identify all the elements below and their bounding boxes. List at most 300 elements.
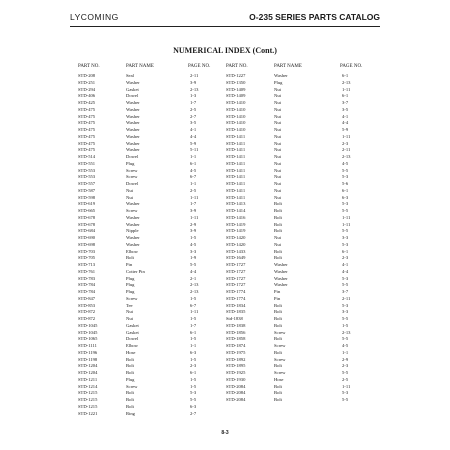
part-name-cell: Bolt — [274, 214, 282, 220]
part-no-cell: STD-678 — [78, 214, 96, 220]
col-part-name-right: PART NAME — [274, 64, 302, 69]
part-no-cell: STD-1410 — [226, 120, 246, 126]
page-no-cell: 1-5 — [190, 235, 197, 240]
page-no-cell: 6-7 — [190, 302, 197, 308]
part-no-cell: STD-1411 — [226, 181, 246, 186]
part-no-cell: STD-783 — [78, 275, 96, 281]
part-no-cell: STD-1410 — [226, 100, 246, 105]
part-name-cell: Washer — [126, 127, 140, 132]
page-no-cell: 1-5 — [190, 336, 197, 342]
part-no-cell: STD-598 — [78, 194, 96, 200]
part-no-cell: STD-684 — [78, 228, 96, 234]
page-no-cell: 1-11 — [342, 221, 351, 227]
part-name-cell: Washer — [274, 275, 288, 281]
part-no-cell: STD-1835 — [226, 309, 246, 315]
part-name-cell: Gasket — [126, 322, 139, 328]
col-part-no-left: PART NO. — [78, 64, 100, 69]
part-no-cell: STD-1727 — [226, 268, 246, 274]
part-name-cell: Nut — [274, 113, 281, 119]
part-name-cell: Bolt — [274, 309, 282, 315]
part-name-cell: Gasket — [126, 86, 139, 92]
page-no-cell: 6-1 — [190, 329, 197, 335]
page-no-cell: 3-9 — [190, 228, 197, 234]
part-no-cell: STD-2084 — [226, 397, 246, 402]
page-no-cell: 2-9 — [342, 356, 349, 362]
part-name-cell: Bolt — [274, 201, 282, 207]
part-name-cell: Bolt — [274, 228, 282, 234]
part-no-cell: STD-406 — [78, 93, 96, 99]
page-no-cell: 4-1 — [190, 127, 197, 132]
page-no-cell: 3-9 — [190, 79, 197, 85]
part-name-cell: Bolt — [126, 356, 134, 362]
part-no-cell: STD-1198 — [78, 356, 98, 362]
page-no-cell: 5-5 — [190, 397, 197, 402]
page-no-cell: 5-5 — [342, 282, 349, 288]
part-name-cell: Plug — [126, 289, 135, 294]
page-no-cell: 2-13 — [190, 289, 199, 294]
part-name-cell: Nut — [274, 194, 281, 200]
part-no-cell: STD-1874 — [226, 343, 246, 348]
part-no-cell: Std-1838 — [226, 316, 243, 321]
page-no-cell: 1-3 — [190, 93, 197, 99]
part-no-cell: STD-1411 — [226, 133, 246, 139]
part-no-cell: STD-1204 — [78, 363, 98, 369]
page-no-cell: 1-5 — [190, 295, 197, 301]
part-name-cell: Washer — [126, 201, 140, 207]
part-name-cell: Nut — [126, 316, 133, 321]
part-no-cell: STD-698 — [78, 241, 96, 247]
part-name-cell: Washer — [274, 282, 288, 288]
part-no-cell: STD-294 — [78, 86, 96, 92]
part-no-cell: STD-551 — [78, 160, 96, 166]
part-no-cell: STD-475 — [78, 120, 96, 126]
page-no-cell: 4-5 — [190, 241, 197, 247]
part-name-cell: Screw — [126, 295, 138, 301]
part-no-cell: STD-1838 — [226, 322, 246, 328]
page-no-cell: 1-5 — [190, 376, 197, 382]
part-name-cell: Bolt — [126, 403, 134, 409]
part-no-cell: STD-1411 — [226, 160, 246, 166]
page-no-cell: 3-7 — [342, 289, 349, 294]
part-name-cell: Nut — [274, 160, 281, 166]
page-no-cell: 1-11 — [342, 214, 351, 220]
part-no-cell: STD-557 — [78, 181, 96, 186]
part-no-cell: STD-1411 — [226, 140, 246, 146]
part-no-cell: STD-475 — [78, 140, 96, 146]
part-name-cell: Screw — [126, 167, 138, 173]
part-no-cell: STD-1350 — [226, 79, 246, 85]
page-no-cell: 5-5 — [342, 228, 349, 234]
page-no-cell: 2-11 — [342, 147, 351, 153]
part-name-cell: Nut — [274, 235, 281, 240]
part-no-cell: STD-1834 — [226, 302, 246, 308]
part-no-cell: STD-1215 — [78, 403, 98, 409]
page-no-cell: 4-4 — [190, 133, 197, 139]
page-no-cell: 1-11 — [342, 86, 351, 92]
part-no-cell: STD-553 — [78, 167, 96, 173]
part-name-cell: Dowel — [126, 93, 139, 99]
page-no-cell: 5-9 — [190, 140, 197, 146]
page-no-cell: 6-1 — [190, 370, 197, 375]
page-no-cell: 4-1 — [342, 113, 349, 119]
part-name-cell: Dowel — [126, 154, 139, 159]
part-name-cell: Bolt — [274, 255, 282, 261]
part-no-cell: STD-1411 — [226, 154, 246, 159]
page-no-cell: 6-3 — [190, 403, 197, 409]
part-name-cell: Bolt — [126, 397, 134, 402]
part-name-cell: Nut — [274, 154, 281, 159]
part-name-cell: Bolt — [274, 302, 282, 308]
part-no-cell: STD-1975 — [226, 349, 246, 355]
part-no-cell: STD-2084 — [226, 383, 246, 389]
part-no-cell: STD-1420 — [226, 235, 246, 240]
page-no-cell: 2-13 — [190, 86, 199, 92]
part-no-cell: STD-1649 — [226, 255, 246, 261]
part-no-cell: STD-1419 — [226, 221, 246, 227]
part-no-cell: STD-619 — [78, 201, 96, 207]
part-no-cell: STD-665 — [78, 208, 96, 213]
part-name-cell: Washer — [126, 106, 140, 112]
page-no-cell: 5-5 — [342, 397, 349, 402]
page-no-cell: 5-5 — [342, 208, 349, 213]
part-no-cell: STD-872 — [78, 309, 96, 315]
page-no-cell: 4-5 — [342, 160, 349, 166]
part-no-cell: STD-1410 — [226, 127, 246, 132]
part-name-cell: Hose — [274, 376, 284, 382]
part-name-cell: Bolt — [126, 370, 134, 375]
part-no-cell: STD-208 — [78, 73, 96, 78]
part-name-cell: Washer — [126, 79, 140, 85]
part-name-cell: Bolt — [126, 255, 134, 261]
part-no-cell: STD-1411 — [226, 147, 246, 153]
part-no-cell: STD-1413 — [226, 201, 246, 207]
part-name-cell: Screw — [126, 208, 138, 213]
page-no-cell: 3-9 — [190, 208, 197, 213]
part-name-cell: Elbow — [126, 248, 138, 254]
part-no-cell: STD-1227 — [226, 73, 246, 78]
col-page-no-right: PAGE NO. — [340, 64, 363, 69]
part-no-cell: STD-425 — [78, 100, 96, 105]
page-no-cell: 5-5 — [342, 316, 349, 321]
page-no-cell: 2-3 — [342, 255, 349, 261]
part-name-cell: Nut — [274, 187, 281, 193]
part-name-cell: Nut — [126, 187, 133, 193]
part-name-cell: Washer — [126, 235, 140, 240]
page-no-cell: 1-7 — [190, 201, 197, 207]
page-no-cell: 1-11 — [342, 133, 351, 139]
part-name-cell: Screw — [126, 174, 138, 180]
part-no-cell: STD-1204 — [78, 370, 98, 375]
page-no-cell: 5-5 — [342, 370, 349, 375]
part-name-cell: Gasket — [126, 329, 139, 335]
page-no-cell: 2-5 — [190, 106, 197, 112]
page-no-cell: 1-7 — [190, 100, 197, 105]
part-no-cell: STD-1409 — [226, 93, 246, 99]
part-no-cell: STD-1196 — [78, 349, 98, 355]
part-name-cell: Washer — [274, 73, 288, 78]
page-no-cell: 3-7 — [342, 100, 349, 105]
page-no-cell: 4-4 — [190, 268, 197, 274]
page-no-cell: 2-3 — [342, 363, 349, 369]
page-no-cell: 3-5 — [342, 106, 349, 112]
part-name-cell: Washer — [126, 120, 140, 126]
part-no-cell: STD-1211 — [78, 376, 98, 382]
part-name-cell: Washer — [126, 140, 140, 146]
part-no-cell: STD-1411 — [226, 167, 246, 173]
part-name-cell: Washer — [126, 100, 140, 105]
part-no-cell: STD-1111 — [78, 343, 97, 348]
page-no-cell: 3-3 — [342, 235, 349, 240]
part-no-cell: STD-1433 — [226, 248, 246, 254]
page-no-cell: 5-5 — [342, 167, 349, 173]
page-no-cell: 1-11 — [190, 194, 199, 200]
part-no-cell: STD-1411 — [226, 187, 246, 193]
part-no-cell: STD-705 — [78, 255, 96, 261]
page-no-cell: 2-7 — [190, 410, 197, 416]
part-name-cell: Washer — [274, 268, 288, 274]
page-no-cell: 2-13 — [342, 154, 351, 159]
page-no-cell: 2-3 — [342, 140, 349, 146]
page-no-cell: 3-3 — [342, 309, 349, 315]
part-no-cell: STD-703 — [78, 248, 96, 254]
page-no-cell: 1-11 — [190, 214, 199, 220]
part-name-cell: Dowel — [126, 336, 139, 342]
page-no-cell: 1-9 — [190, 255, 197, 261]
part-name-cell: Dowel — [126, 181, 139, 186]
page-no-cell: 6-1 — [342, 187, 349, 193]
part-no-cell: STD-1045 — [78, 329, 98, 335]
part-no-cell: STD-847 — [78, 295, 96, 301]
part-name-cell: Plug — [126, 376, 135, 382]
part-no-cell: STD-1774 — [226, 289, 246, 294]
part-no-cell: STD-251 — [78, 79, 96, 85]
part-name-cell: Bolt — [274, 208, 282, 213]
page-no-cell: 5-5 — [342, 336, 349, 342]
part-name-cell: Plug — [126, 275, 135, 281]
page-no-cell: 5-6 — [342, 181, 349, 186]
page-no-cell: 1-7 — [190, 322, 197, 328]
part-no-cell: STD-475 — [78, 113, 96, 119]
page-no-cell: 2-13 — [342, 329, 351, 335]
part-no-cell: STD-1419 — [226, 228, 246, 234]
part-no-cell: STD-1414 — [226, 208, 246, 213]
part-no-cell: STD-1925 — [226, 370, 246, 375]
page-no-cell: 2-9 — [190, 221, 197, 227]
page-no-cell: 1-5 — [190, 316, 197, 321]
part-no-cell: STD-1215 — [78, 390, 98, 396]
section-title: NUMERICAL INDEX (Cont.) — [173, 46, 277, 55]
page-header — [70, 12, 380, 24]
page-no-cell: 2-11 — [190, 73, 199, 78]
page-no-cell: 5-3 — [190, 390, 197, 396]
part-no-cell: STD-1420 — [226, 241, 246, 247]
col-page-no-left: PAGE NO. — [188, 64, 211, 69]
part-no-cell: STD-1774 — [226, 295, 246, 301]
page-no-cell: 2-13 — [190, 282, 199, 288]
part-no-cell: STD-514 — [78, 154, 96, 159]
part-name-cell: Washer — [274, 262, 288, 267]
page-no-cell: 6-1 — [342, 248, 349, 254]
part-no-cell: STD-475 — [78, 106, 96, 112]
part-name-cell: Nut — [274, 167, 281, 173]
part-name-cell: Washer — [126, 214, 140, 220]
part-no-cell: STD-475 — [78, 127, 96, 132]
part-name-cell: Screw — [274, 329, 286, 335]
page-no-cell: 4-4 — [342, 268, 349, 274]
part-name-cell: Bolt — [274, 349, 282, 355]
page-no-cell: 1-11 — [190, 309, 199, 315]
page-no-cell: 6-1 — [342, 93, 349, 99]
part-name-cell: Nut — [274, 127, 281, 132]
part-no-cell: STD-690 — [78, 235, 96, 240]
part-name-cell: Ring — [126, 410, 135, 416]
part-name-cell: Nut — [126, 309, 133, 315]
page-no-cell: 6-3 — [190, 349, 197, 355]
part-no-cell: STD-761 — [78, 268, 96, 274]
part-name-cell: Bolt — [274, 397, 282, 402]
part-no-cell: STD-2084 — [226, 390, 246, 396]
part-no-cell: STD-872 — [78, 316, 96, 321]
part-no-cell: STD-1410 — [226, 106, 246, 112]
page-no-cell: 2-3 — [190, 363, 197, 369]
part-name-cell: Nut — [274, 133, 281, 139]
page-no-cell: 5-11 — [190, 147, 199, 153]
part-name-cell: Nut — [274, 106, 281, 112]
part-name-cell: Washer — [126, 241, 140, 247]
part-name-cell: Bolt — [126, 363, 134, 369]
page-no-cell: 6-1 — [190, 160, 197, 166]
part-name-cell: Plug — [126, 282, 135, 288]
part-name-cell: Nut — [274, 120, 281, 126]
part-no-cell: STD-1892 — [226, 356, 246, 362]
part-no-cell: STD-713 — [78, 262, 96, 267]
page-no-cell: 1-1 — [190, 154, 197, 159]
part-name-cell: Washer — [126, 147, 140, 153]
page-no-cell: 1-1 — [190, 181, 197, 186]
brand-name: LYCOMING — [70, 12, 119, 22]
page-no-cell: 6-3 — [342, 194, 349, 200]
part-no-cell: STD-1930 — [226, 376, 246, 382]
part-no-cell: STD-1895 — [226, 363, 246, 369]
part-name-cell: Nut — [274, 100, 281, 105]
part-no-cell: STD-475 — [78, 147, 96, 153]
page-no-cell: 6-7 — [190, 174, 197, 180]
part-no-cell: STD-1411 — [226, 194, 246, 200]
part-name-cell: Cotter Pin — [126, 268, 145, 274]
part-name-cell: Seal — [126, 73, 134, 78]
page-no-cell: 2-11 — [342, 295, 351, 301]
part-name-cell: Plug — [274, 79, 283, 85]
part-name-cell: Nipple — [126, 228, 139, 234]
part-name-cell: Bolt — [274, 363, 282, 369]
page-no-cell: 4-5 — [190, 167, 197, 173]
page-no-cell: 5-5 — [190, 262, 197, 267]
part-no-cell: STD-587 — [78, 187, 96, 193]
part-no-cell: STD-1215 — [78, 397, 98, 402]
part-name-cell: Bolt — [274, 322, 282, 328]
part-name-cell: Bolt — [274, 316, 282, 321]
part-no-cell: STD-1065 — [78, 336, 98, 342]
page-no-cell: 5-3 — [342, 302, 349, 308]
part-name-cell: Plug — [126, 160, 135, 166]
page-no-cell: 1-11 — [342, 383, 351, 389]
part-name-cell: Bolt — [274, 390, 282, 396]
part-name-cell: Nut — [274, 181, 281, 186]
part-name-cell: Screw — [126, 383, 138, 389]
page-no-cell: 4-4 — [342, 120, 349, 126]
part-name-cell: Nut — [274, 174, 281, 180]
part-no-cell: STD-1409 — [226, 86, 246, 92]
part-no-cell: STD-853 — [78, 302, 96, 308]
part-name-cell: Washer — [126, 113, 140, 119]
part-name-cell: Nut — [274, 93, 281, 99]
part-name-cell: Nut — [126, 194, 133, 200]
part-name-cell: Nut — [274, 140, 281, 146]
part-no-cell: STD-553 — [78, 174, 96, 180]
part-no-cell: STD-1214 — [78, 383, 98, 389]
page-no-cell: 2-13 — [342, 79, 351, 85]
part-no-cell: STD-1727 — [226, 282, 246, 288]
page-no-cell: 2-1 — [190, 275, 197, 281]
page-number: 8-3 — [221, 430, 229, 436]
part-name-cell: Bolt — [126, 390, 134, 396]
part-name-cell: Bolt — [274, 336, 282, 342]
page-no-cell: 4-5 — [342, 343, 349, 348]
page-no-cell: 1-1 — [342, 349, 349, 355]
part-no-cell: STD-1858 — [226, 336, 246, 342]
part-name-cell: Washer — [126, 221, 140, 227]
page-no-cell: 2-5 — [190, 187, 197, 193]
page-no-cell: 3-3 — [190, 248, 197, 254]
part-no-cell: STD-475 — [78, 133, 96, 139]
part-name-cell: Nut — [274, 147, 281, 153]
part-name-cell: Pin — [274, 289, 281, 294]
part-name-cell: Hose — [126, 349, 136, 355]
page-no-cell: 5-3 — [342, 174, 349, 180]
page-no-cell: 2-5 — [342, 376, 349, 382]
catalog-title: O-235 SERIES PARTS CATALOG — [249, 12, 380, 22]
part-no-cell: STD-1410 — [226, 113, 246, 119]
page-no-cell: 1-5 — [190, 383, 197, 389]
col-part-no-right: PART NO. — [226, 64, 248, 69]
part-no-cell: STD-1727 — [226, 262, 246, 267]
part-no-cell: STD-1411 — [226, 174, 246, 180]
page-no-cell: 4-1 — [342, 262, 349, 267]
part-name-cell: Bolt — [274, 221, 282, 227]
page-no-cell: 5-3 — [342, 275, 349, 281]
part-name-cell: Screw — [274, 370, 286, 375]
page-no-cell: 2-7 — [190, 113, 197, 119]
part-name-cell: Screw — [274, 356, 286, 362]
page-no-cell: 1-5 — [190, 356, 197, 362]
part-no-cell: STD-1045 — [78, 322, 98, 328]
part-no-cell: STD-1221 — [78, 410, 98, 416]
part-no-cell: STD-1416 — [226, 214, 246, 220]
page-no-cell: 1-1 — [190, 343, 197, 348]
part-name-cell: Bolt — [274, 383, 282, 389]
part-name-cell: Elbow — [126, 343, 138, 348]
part-name-cell: Nut — [274, 86, 281, 92]
page-no-cell: 5-3 — [342, 201, 349, 207]
part-name-cell: Bolt — [274, 248, 282, 254]
part-no-cell: STD-1727 — [226, 275, 246, 281]
part-name-cell: Screw — [274, 343, 286, 348]
page-no-cell: 5-3 — [342, 241, 349, 247]
page-no-cell: 1-5 — [342, 322, 349, 328]
page-no-cell: 5-9 — [342, 127, 349, 132]
part-name-cell: Nut — [274, 241, 281, 247]
page-no-cell: 6-1 — [342, 73, 349, 78]
